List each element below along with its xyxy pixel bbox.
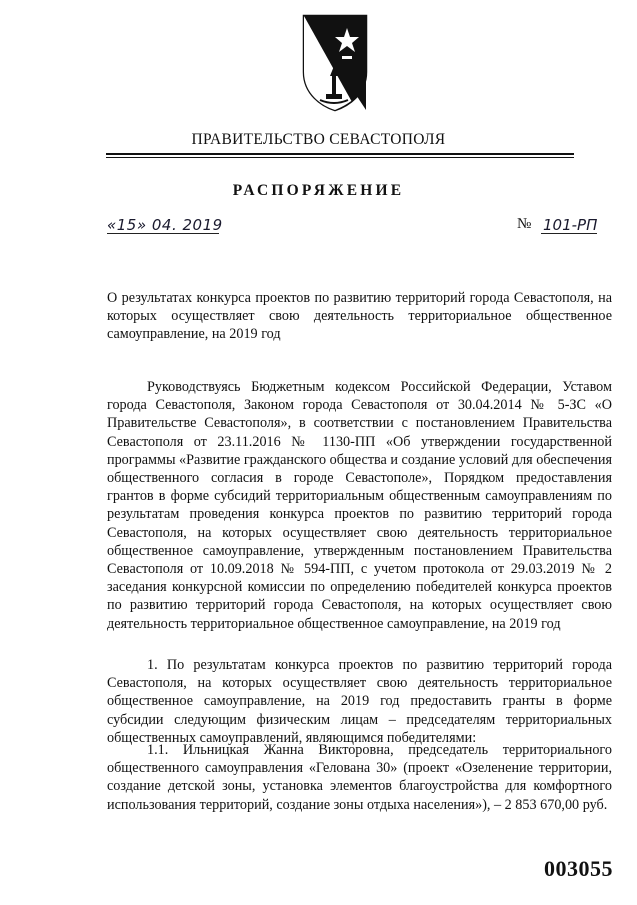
document-subject: О результатах конкурса проектов по развитию территорий города Севастополя, на которых осуществляет свою деятельность территориальное общественное самоуправление, на 2019 год — [107, 290, 612, 343]
document-type-title: РАСПОРЯЖЕНИЕ — [232, 182, 405, 199]
order-date-field — [107, 216, 223, 236]
order-date: «15» 04. 2019 — [107, 216, 223, 234]
clause-1-1: 1.1. Ильницкая Жанна Викторовна, председатель территориального общественного самоуправления «Гелована 30» (проект «Озеленение территории, создание детской зоны, установка элементов благоустройства для комфортного использования территорий, создание зоны отдыха населения»), – 2 853 670,00 руб. — [107, 742, 612, 813]
number-sign: № — [517, 216, 532, 232]
header-divider — [106, 153, 574, 155]
date-underline — [107, 233, 219, 234]
order-number-field — [517, 216, 597, 236]
header-divider-thin — [106, 157, 574, 158]
government-title: ПРАВИТЕЛЬСТВО СЕВАСТОПОЛЯ — [191, 131, 446, 148]
coat-of-arms-icon — [302, 14, 368, 112]
serial-number: 003055 — [544, 856, 613, 881]
clause-1: 1. По результатам конкурса проектов по развитию территорий города Севастополя, на которых осуществляет свою деятельность территориальное общественное самоуправление, на 2019 год предоставить гранты в форме субсидии следующим физическим лицам – председателям территориальных общественных самоуправлений, являющимся победителями: — [107, 657, 612, 746]
order-number: 101-РП — [543, 216, 598, 234]
number-underline — [541, 233, 597, 234]
preamble-paragraph: Руководствуясь Бюджетным кодексом Российской Федерации, Уставом города Севастополя, Законом города Севастополя от 30.04.2014 № 5-ЗС «О Правительстве Севастополя», в соответствии с постановлением Правительства Севастополя от 23.11.2016 № 1130-ПП «Об утверждении государственной программы «Развитие гражданского общества и создание условий для обеспечения общественного согласия в городе Севастополе», Порядком предоставления грантов в форме субсидий территориальным общественным самоуправлениям по результатам проведения конкурса проектов по развитию территорий города Севастополя, на которых осуществляет свою деятельность территориальное общественное самоуправление, утвержденным постановлением Правительства Севастополя от 10.09.2018 № 594-ПП, с учетом протокола от 29.03.2019 № 2 заседания конкурсной комиссии по определению победителей конкурса проектов по развитию территорий города Севастополя, на которых осуществляет свою деятельность территориальное общественное самоуправление, на 2019 год — [107, 379, 612, 632]
